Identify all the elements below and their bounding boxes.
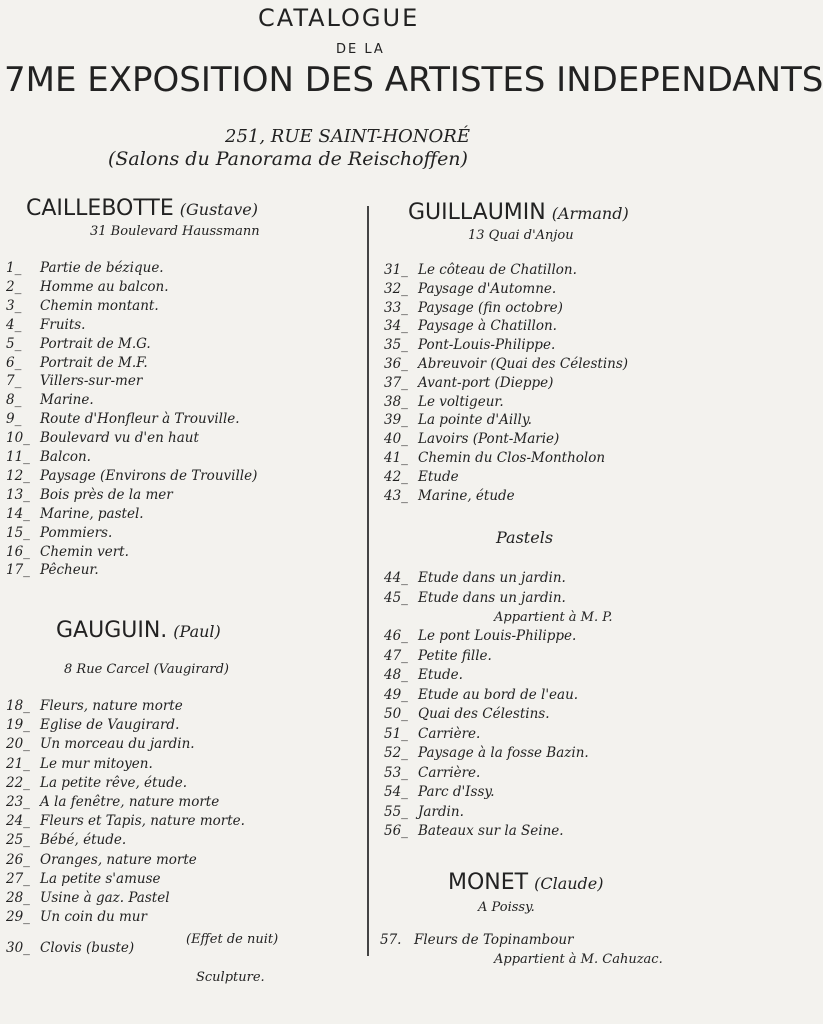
- work-entry: [6, 336, 151, 352]
- work-entry: [6, 279, 169, 295]
- work-number: 6_: [6, 354, 22, 371]
- work-entry: [6, 813, 245, 829]
- work-title: Fleurs, nature morte: [40, 698, 183, 714]
- work-title: Portrait de M.G.: [40, 335, 151, 352]
- work-number: 43_: [384, 487, 408, 504]
- work-title: Abreuvoir (Quai des Célestins): [418, 356, 629, 372]
- work-entry: [6, 449, 91, 465]
- work-number: 48_: [384, 667, 408, 683]
- work-number: 13_: [6, 486, 30, 503]
- work-note: (Effet de nuit): [186, 932, 279, 947]
- work-title: Fleurs de Topinambour: [414, 932, 574, 948]
- work-title: Bateaux sur la Seine.: [418, 823, 564, 839]
- work-entry: [384, 469, 459, 485]
- work-entry: [384, 394, 504, 410]
- work-entry: [6, 373, 142, 389]
- work-number: 11_: [6, 449, 30, 465]
- artist-first-name: (Gustave): [179, 200, 258, 219]
- work-number: 55_: [384, 803, 408, 820]
- work-entry: [384, 300, 563, 316]
- artist-name: CAILLEBOTTE: [26, 196, 174, 221]
- work-entry: [6, 430, 199, 446]
- work-entry: [6, 775, 187, 791]
- work-number: 46_: [384, 628, 408, 644]
- work-entry: [6, 698, 183, 714]
- work-title: Un coin du mur: [40, 909, 147, 926]
- work-title: Marine, étude: [418, 487, 515, 504]
- column-divider: [367, 206, 369, 956]
- work-title: Homme au balcon.: [40, 278, 169, 295]
- venue-address: 251, RUE SAINT-HONORÉ: [225, 126, 470, 147]
- work-title: Balcon.: [40, 449, 91, 465]
- work-entry: [6, 871, 161, 887]
- work-number: 41_: [384, 450, 408, 466]
- work-number: 26_: [6, 851, 30, 868]
- work-entry: [6, 544, 129, 560]
- work-number: 44_: [384, 570, 408, 586]
- work-title: Pêcheur.: [40, 562, 99, 579]
- artist-caillebotte: [26, 196, 258, 221]
- work-number: 21_: [6, 755, 30, 772]
- work-entry: [384, 706, 549, 722]
- work-entry: [384, 765, 480, 781]
- work-number: 27_: [6, 870, 30, 887]
- work-entry: [384, 281, 556, 297]
- work-entry: [6, 392, 94, 408]
- work-title: Usine à gaz. Pastel: [40, 890, 170, 906]
- work-number: 39_: [384, 412, 408, 429]
- work-entry: [384, 726, 480, 742]
- work-entry: [6, 317, 85, 333]
- work-number: 12_: [6, 467, 30, 484]
- work-number: 40_: [384, 431, 408, 448]
- work-title: La petite s'amuse: [40, 870, 161, 887]
- work-entry: [6, 487, 173, 503]
- work-entry: [384, 590, 566, 606]
- work-entry: [6, 940, 134, 956]
- work-title: Le voltigeur.: [418, 393, 504, 410]
- work-title: Lavoirs (Pont-Marie): [418, 431, 560, 448]
- pastels-heading: Pastels: [496, 528, 554, 547]
- work-note: Sculpture.: [196, 970, 265, 985]
- artist-address: A Poissy.: [478, 900, 535, 915]
- work-entry: [6, 260, 164, 276]
- work-title: Paysage (fin octobre): [418, 299, 563, 316]
- work-title: Oranges, nature morte: [40, 851, 197, 868]
- work-title: Clovis (buste): [40, 940, 135, 957]
- artist-gauguin: [56, 618, 221, 643]
- work-entry: [384, 648, 492, 664]
- exposition-heading: 7ME EXPOSITION DES ARTISTES INDEPENDANTS: [4, 60, 823, 100]
- artist-name: GUILLAUMIN: [408, 200, 546, 225]
- work-entry: [384, 412, 532, 428]
- work-note: Appartient à M. Cahuzac.: [494, 952, 663, 967]
- artist-address: 13 Quai d'Anjou: [468, 228, 574, 243]
- work-entry: [384, 450, 605, 466]
- work-title: Etude: [418, 468, 459, 485]
- artist-address: 31 Boulevard Haussmann: [90, 224, 260, 239]
- de-la-line: DE LA: [336, 42, 385, 57]
- work-number: 10_: [6, 430, 30, 447]
- work-number: 56_: [384, 823, 408, 839]
- work-title: Carrière.: [418, 764, 481, 781]
- work-title: Bois près de la mer: [40, 486, 173, 503]
- work-title: Etude dans un jardin.: [418, 589, 566, 606]
- work-entry: [384, 823, 564, 839]
- work-title: Route d'Honfleur à Trouville.: [40, 411, 240, 428]
- work-number: 29_: [6, 909, 30, 926]
- artist-first-name: (Armand): [551, 204, 629, 223]
- work-title: Portrait de M.F.: [40, 354, 148, 371]
- work-number: 25_: [6, 832, 30, 849]
- work-entry: [6, 506, 144, 522]
- work-number: 17_: [6, 562, 30, 579]
- work-entry: [384, 745, 589, 761]
- work-title: Carrière.: [418, 725, 481, 742]
- work-title: Bébé, étude.: [40, 832, 127, 849]
- work-entry: [384, 488, 515, 504]
- work-number: 53_: [384, 764, 408, 781]
- work-entry: [6, 736, 195, 752]
- work-number: 24_: [6, 813, 30, 830]
- work-title: Le mur mitoyen.: [40, 755, 153, 772]
- work-number: 19_: [6, 717, 30, 734]
- work-title: Partie de bézique.: [40, 260, 164, 276]
- work-entry: [6, 832, 126, 848]
- artist-first-name: (Paul): [173, 622, 221, 641]
- work-number: 34_: [384, 318, 408, 335]
- work-number: 5_: [6, 335, 22, 352]
- artist-address: 8 Rue Carcel (Vaugirard): [64, 662, 230, 677]
- work-number: 8_: [6, 392, 22, 409]
- work-entry: [380, 932, 573, 948]
- work-title: Pont-Louis-Philippe.: [418, 337, 556, 354]
- work-title: Marine.: [40, 392, 94, 409]
- work-number: 54_: [384, 784, 408, 800]
- artist-first-name: (Claude): [534, 874, 604, 893]
- work-title: Eglise de Vaugirard.: [40, 717, 180, 734]
- work-entry: [384, 375, 553, 391]
- work-number: 35_: [384, 337, 408, 354]
- work-entry: [6, 298, 159, 314]
- work-title: Paysage à Chatillon.: [418, 318, 557, 335]
- work-title: Le pont Louis-Philippe.: [418, 628, 577, 644]
- work-number: 23_: [6, 794, 30, 810]
- work-title: Quai des Célestins.: [418, 706, 550, 722]
- work-entry: [6, 562, 99, 578]
- work-entry: [6, 468, 257, 484]
- work-entry: [384, 784, 495, 800]
- work-number: 38_: [384, 393, 408, 410]
- venue-salons: (Salons du Panorama de Reischoffen): [108, 148, 468, 170]
- work-number: 18_: [6, 698, 30, 714]
- work-entry: [384, 628, 576, 644]
- work-entry: [6, 756, 153, 772]
- work-entry: [384, 337, 555, 353]
- work-title: Chemin montant.: [40, 297, 159, 314]
- work-entry: [6, 852, 197, 868]
- work-title: Fruits.: [40, 316, 86, 333]
- work-number: 14_: [6, 505, 30, 522]
- work-title: Un morceau du jardin.: [40, 736, 195, 753]
- work-number: 33_: [384, 299, 408, 316]
- work-entry: [6, 890, 170, 906]
- work-number: 15_: [6, 524, 30, 541]
- work-number: 57.: [380, 932, 402, 948]
- work-title: Paysage à la fosse Bazin.: [418, 745, 589, 761]
- work-title: Jardin.: [418, 803, 464, 820]
- work-title: Le côteau de Chatillon.: [418, 262, 577, 278]
- work-title: Chemin du Clos-Montholon: [418, 450, 606, 466]
- work-entry: [6, 794, 219, 810]
- work-title: Petite fille.: [418, 647, 492, 664]
- work-title: La petite rêve, étude.: [40, 774, 188, 791]
- work-number: 22_: [6, 774, 30, 791]
- work-number: 2_: [6, 278, 22, 295]
- work-number: 49_: [384, 686, 408, 703]
- work-title: Marine, pastel.: [40, 505, 144, 522]
- work-title: La pointe d'Ailly.: [418, 412, 532, 429]
- work-entry: [384, 804, 464, 820]
- work-title: Boulevard vu d'en haut: [40, 430, 199, 447]
- work-entry: [384, 431, 559, 447]
- work-title: Etude dans un jardin.: [418, 570, 566, 586]
- work-entry: [6, 411, 240, 427]
- work-note: Appartient à M. P.: [494, 610, 613, 625]
- work-title: Pommiers.: [40, 524, 113, 541]
- work-number: 32_: [384, 280, 408, 297]
- work-entry: [384, 356, 628, 372]
- work-number: 31_: [384, 262, 408, 278]
- work-number: 16_: [6, 543, 30, 560]
- work-number: 1_: [6, 260, 22, 276]
- work-title: Etude au bord de l'eau.: [418, 686, 579, 703]
- work-entry: [6, 909, 147, 925]
- work-number: 20_: [6, 736, 30, 753]
- work-number: 28_: [6, 890, 30, 906]
- work-number: 51_: [384, 725, 408, 742]
- work-number: 9_: [6, 411, 22, 428]
- work-number: 3_: [6, 297, 22, 314]
- work-entry: [6, 355, 148, 371]
- work-entry: [384, 667, 463, 683]
- work-title: Avant-port (Dieppe): [418, 374, 554, 391]
- work-number: 7_: [6, 373, 22, 390]
- work-entry: [384, 262, 577, 278]
- work-entry: [384, 687, 578, 703]
- artist-name: GAUGUIN.: [56, 618, 168, 643]
- artist-guillaumin: [408, 200, 629, 225]
- catalogue-title: CATALOGUE: [258, 4, 420, 32]
- work-number: 4_: [6, 316, 22, 333]
- work-title: A la fenêtre, nature morte: [40, 794, 220, 810]
- artist-name: MONET: [448, 870, 529, 895]
- work-entry: [6, 717, 179, 733]
- work-title: Parc d'Issy.: [418, 784, 495, 800]
- work-number: 52_: [384, 745, 408, 761]
- work-entry: [384, 570, 566, 586]
- work-number: 50_: [384, 706, 408, 722]
- work-title: Fleurs et Tapis, nature morte.: [40, 813, 245, 830]
- work-entry: [6, 525, 112, 541]
- work-number: 45_: [384, 589, 408, 606]
- work-title: Villers-sur-mer: [40, 373, 143, 390]
- artist-monet: [448, 870, 604, 895]
- work-number: 42_: [384, 468, 408, 485]
- work-number: 47_: [384, 647, 408, 664]
- work-title: Paysage d'Automne.: [418, 280, 557, 297]
- work-number: 37_: [384, 374, 408, 391]
- work-title: Paysage (Environs de Trouville): [40, 467, 258, 484]
- work-title: Chemin vert.: [40, 543, 129, 560]
- work-number: 36_: [384, 356, 408, 372]
- work-entry: [384, 318, 557, 334]
- work-number: 30_: [6, 940, 30, 957]
- work-title: Etude.: [418, 667, 463, 683]
